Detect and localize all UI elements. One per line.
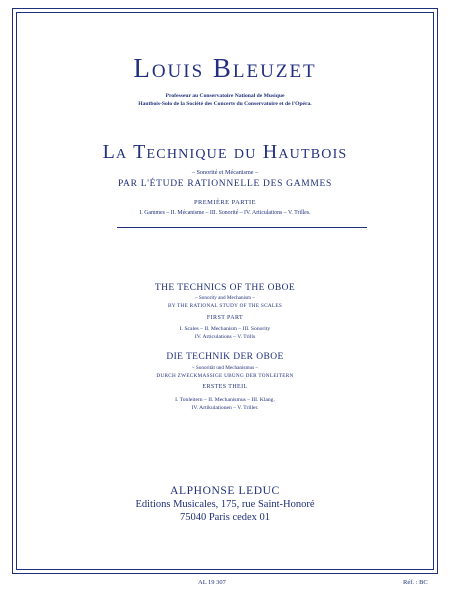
french-method: PAR L'ÉTUDE RATIONNELLE DES GAMMES <box>117 179 333 189</box>
publisher-name: ALPHONSE LEDUC <box>170 485 280 497</box>
french-part: PREMIÈRE PARTIE <box>193 199 257 206</box>
english-contents-line-1: I. Scales – II. Mechanism – III. Sonority <box>179 326 271 332</box>
french-contents: I. Gammes – II. Mécanisme – III. Sonorité – IV. Articulations – V. Trilles. <box>139 210 311 216</box>
author-name: Louis Bleuzet <box>133 53 317 83</box>
page-border-inner <box>16 12 434 570</box>
author-role-line-2: Hautbois-Solo de la Société des Concerts du Conservatoire et de l'Opéra. <box>138 101 312 107</box>
reference-code: Réf. : BC <box>403 579 428 586</box>
english-contents-line-2: IV. Articulations – V. Trills <box>194 334 256 340</box>
german-method: DURCH ZWECKMASSIGE UBUNG DER TONLEITERN <box>156 373 294 379</box>
english-part: FIRST PART <box>206 315 244 321</box>
publisher-address-line-2: 75040 Paris cedex 01 <box>179 512 271 523</box>
english-title: THE TECHNICS OF THE OBOE <box>154 283 296 293</box>
english-subtitle: – Sonority and Mechanism – <box>195 295 255 301</box>
german-subtitle: – Sonorität und Mechanismus – <box>192 365 258 371</box>
section-divider <box>117 227 367 228</box>
author-role-line-1: Professeur au Conservatoire National de Musique <box>165 93 285 99</box>
english-method: BY THE RATIONAL STUDY OF THE SCALES <box>167 303 283 309</box>
german-contents-line-2: IV. Artikulationen – V. Triller. <box>191 405 259 411</box>
german-title: DIE TECHNIK DER OBOE <box>166 352 284 362</box>
german-part: ERSTES THEIL <box>202 384 248 390</box>
page-border <box>12 8 438 574</box>
publisher-address-line-1: Editions Musicales, 175, rue Saint-Honoré <box>135 499 315 510</box>
german-contents-line-1: I. Tonleitern – II. Mechanismus – III. Klang. <box>175 397 275 403</box>
french-title: La Technique du Hautbois <box>102 141 348 163</box>
french-subtitle: – Sonorité et Mécanisme – <box>191 169 259 176</box>
plate-number: AL 19 307 <box>198 579 226 586</box>
